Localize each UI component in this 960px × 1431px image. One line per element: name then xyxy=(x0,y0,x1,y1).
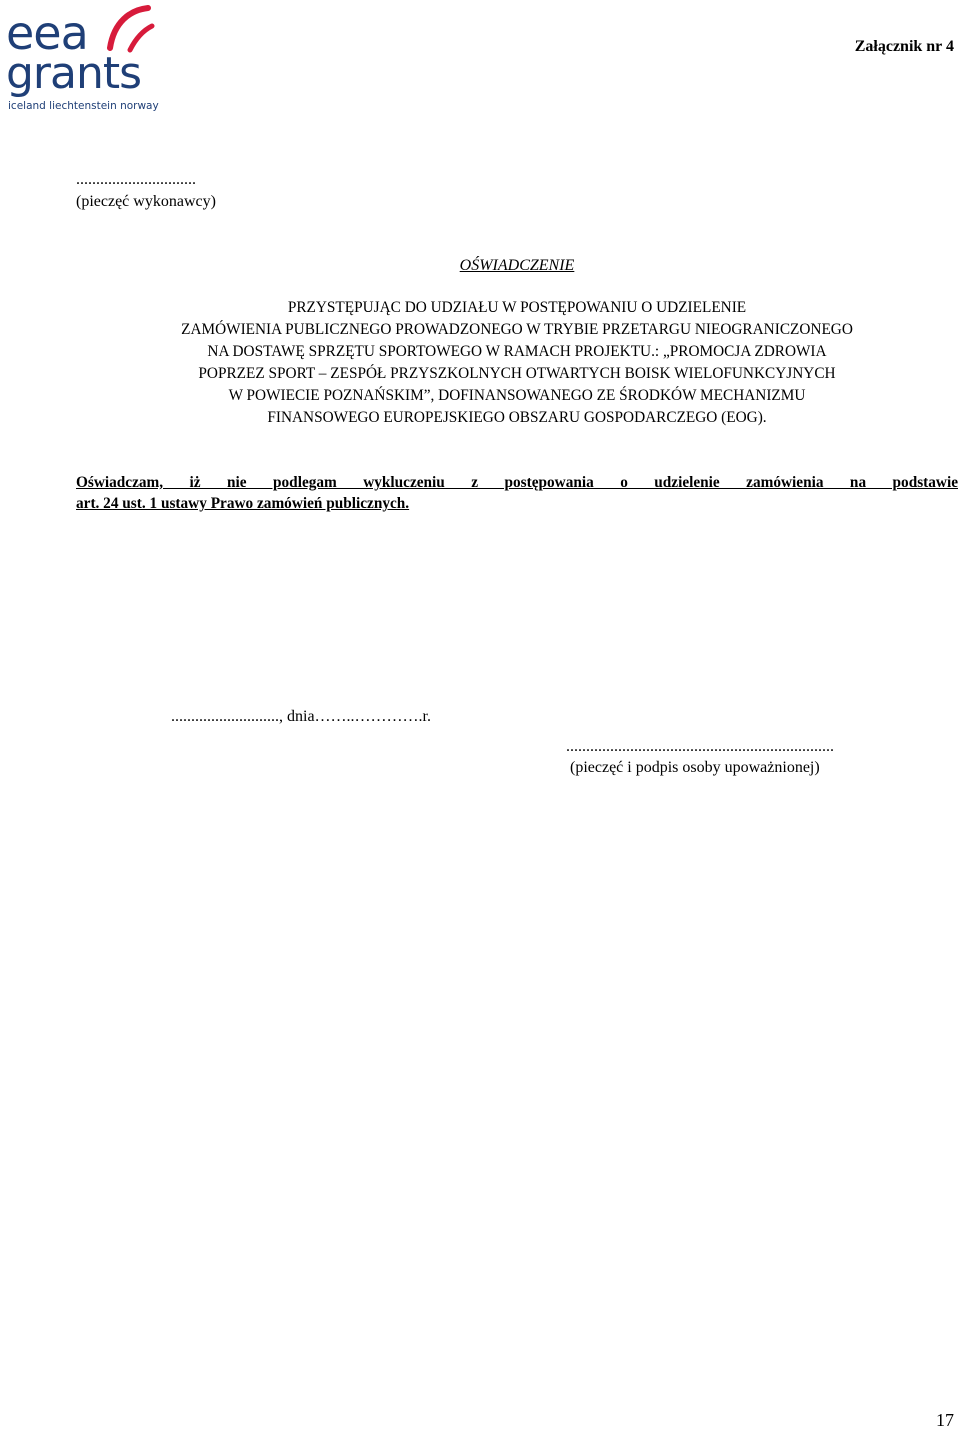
declaration-statement xyxy=(76,472,958,514)
subject-line: PRZYSTĘPUJĄC DO UDZIAŁU W POSTĘPOWANIU O UDZIELENIE xyxy=(287,299,747,316)
signature-caption: (pieczęć i podpis osoby upoważnionej) xyxy=(570,759,820,776)
declaration-line-1: Oświadczam, iż nie podlegam wykluczeniu z postępowania o udzielenie zamówienia na podstawie xyxy=(76,474,958,491)
declaration-line-2: art. 24 ust. 1 ustawy Prawo zamówień publicznych. xyxy=(76,495,410,512)
page-number: 17 xyxy=(936,1410,954,1430)
subject-line: POPRZEZ SPORT – ZESPÓŁ PRZYSZKOLNYCH OTWARTYCH BOISK WIELOFUNKCYJNYCH xyxy=(198,365,836,382)
eea-grants-logo xyxy=(6,4,159,114)
subject-line: NA DOSTAWĘ SPRZĘTU SPORTOWEGO W RAMACH PROJEKTU.: „PROMOCJA ZDROWIA xyxy=(207,343,827,360)
logo-word-eea: eea xyxy=(6,6,88,60)
subject-line: FINANSOWEGO EUROPEJSKIEGO OBSZARU GOSPODARCZEGO (EOG). xyxy=(267,409,767,426)
document-title: OŚWIADCZENIE xyxy=(459,257,575,274)
logo-tagline: iceland liechtenstein norway xyxy=(8,100,159,112)
contractor-stamp-dots: .............................. xyxy=(76,171,196,188)
place-date-field: ..........................., dnia……..………….r. xyxy=(171,708,431,725)
subject-block xyxy=(76,297,958,429)
contractor-stamp-caption: (pieczęć wykonawcy) xyxy=(76,193,216,210)
logo-word-grants: grants xyxy=(6,48,142,99)
subject-line: ZAMÓWIENIA PUBLICZNEGO PROWADZONEGO W TRYBIE PRZETARGU NIEOGRANICZONEGO xyxy=(181,321,853,338)
subject-line: W POWIECIE POZNAŃSKIM”, DOFINANSOWANEGO ZE ŚRODKÓW MECHANIZMU xyxy=(228,387,806,404)
attachment-label: Załącznik nr 4 xyxy=(854,38,954,55)
signature-dots: ................................................................... xyxy=(566,738,834,755)
